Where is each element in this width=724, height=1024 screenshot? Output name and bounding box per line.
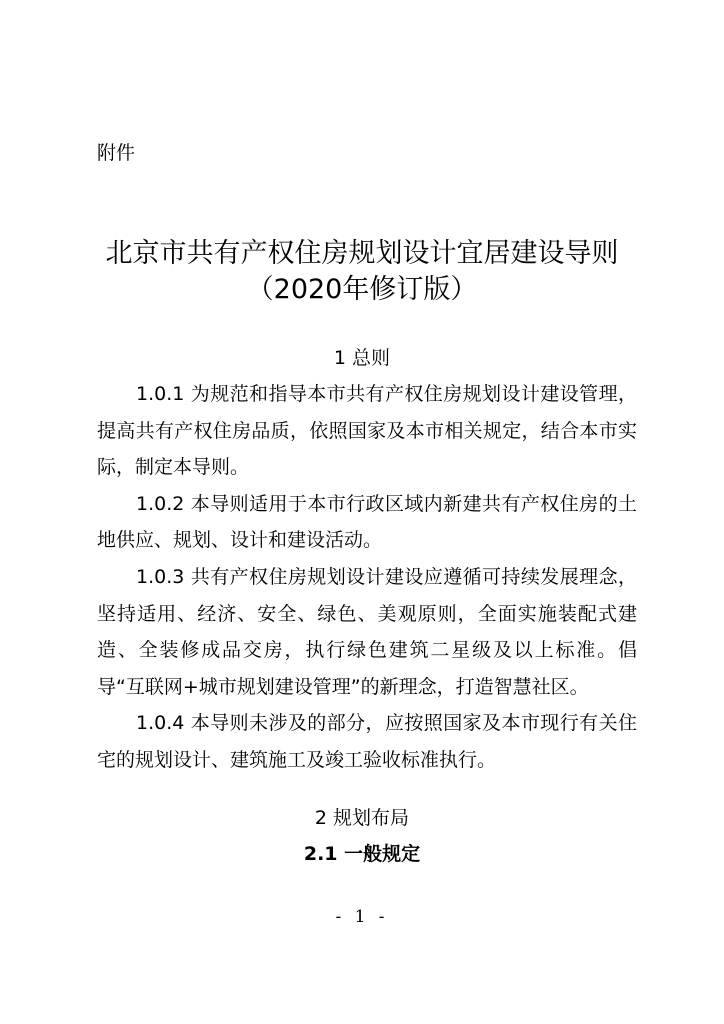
section-heading-general: 1 总则: [333, 347, 391, 369]
clause-number: 1.0.4: [136, 712, 185, 735]
section-heading-planning-layout: 2 规划布局: [314, 807, 410, 829]
page-number: - 1 -: [335, 907, 389, 927]
clause-1-0-2: [97, 486, 637, 559]
document-subtitle: （2020年修订版）: [246, 274, 478, 305]
clause-text: 共有产权住房规划设计建设应遵循可持续发展理念，坚持适用、经济、安全、绿色、美观原则，全面实施装配式建造、全装修成品交房，执行绿色建筑二星级及以上标准。倡导“互联网+城市规划建设管理”的新理念，打造智慧社区。: [97, 565, 637, 698]
clause-1-0-3: [97, 559, 637, 705]
clause-number: 1.0.2: [136, 492, 185, 515]
clause-number: 1.0.1: [136, 383, 185, 405]
clause-text: 为规范和指导本市共有产权住房规划设计建设管理，提高共有产权住房品质，依照国家及本市相关规定，结合本市实际，制定本导则。: [97, 383, 637, 479]
clause-number: 1.0.3: [136, 565, 185, 588]
clause-text: 本导则未涉及的部分，应按照国家及本市现行有关住宅的规划设计、建筑施工及竣工验收标准执行。: [97, 712, 637, 771]
subsection-heading-general-provisions: 2.1 一般规定: [303, 843, 421, 865]
attachment-label: 附件: [97, 142, 136, 164]
clause-1-0-1: [97, 376, 637, 486]
clause-text: 本导则适用于本市行政区域内新建共有产权住房的土地供应、规划、设计和建设活动。: [97, 492, 637, 552]
clause-1-0-4: [97, 705, 637, 778]
document-title: 北京市共有产权住房规划设计宜居建设导则: [105, 238, 619, 269]
section-body-general: [97, 376, 637, 779]
